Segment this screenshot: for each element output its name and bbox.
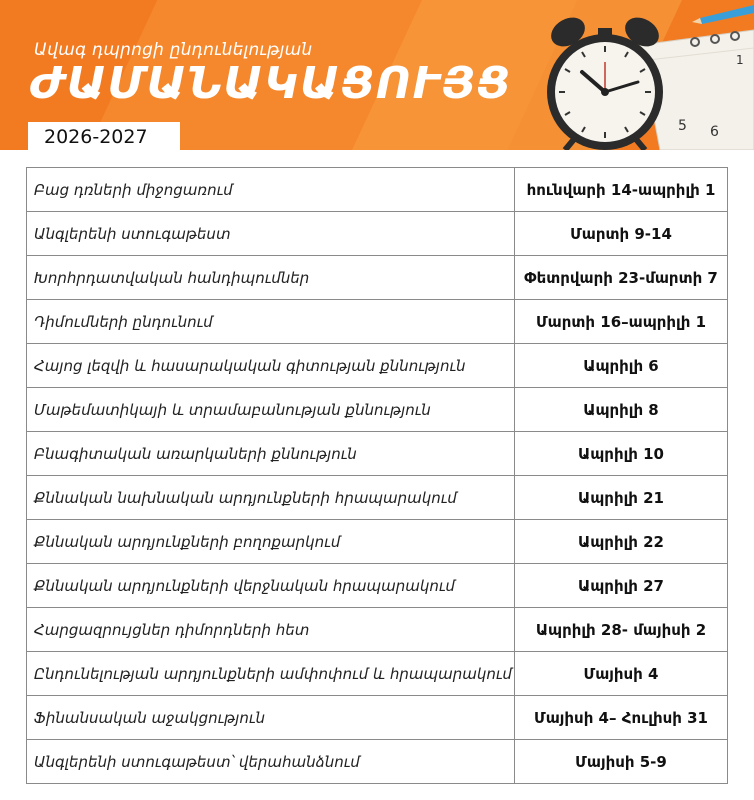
table-row bbox=[27, 520, 728, 564]
event-date: Ապրիլի 21 bbox=[515, 476, 728, 520]
event-date: Մայիսի 4 bbox=[515, 652, 728, 696]
calendar-digit: 5 bbox=[678, 118, 687, 134]
event-name: Հայոց լեզվի և հասարակական գիտության քննություն bbox=[27, 344, 515, 388]
event-date: Փետրվարի 23-մարտի 7 bbox=[515, 256, 728, 300]
schedule-table-body bbox=[27, 168, 728, 784]
event-name: Անգլերենի ստուգաթեստ bbox=[27, 212, 515, 256]
event-date: Ապրիլի 22 bbox=[515, 520, 728, 564]
event-name: Դիմումների ընդունում bbox=[27, 300, 515, 344]
pencil-icon bbox=[692, 5, 754, 24]
event-date: Ապրիլի 28- մայիսի 2 bbox=[515, 608, 728, 652]
table-row bbox=[27, 212, 728, 256]
event-name: Բաց դռների միջոցառում bbox=[27, 168, 515, 212]
table-row bbox=[27, 344, 728, 388]
event-date: Մարտի 9-14 bbox=[515, 212, 728, 256]
table-row bbox=[27, 652, 728, 696]
page-title: ԺԱՄԱՆԱԿԱՑՈՒՅՑ bbox=[30, 58, 512, 109]
event-date: Մայիսի 4– Հուլիսի 31 bbox=[515, 696, 728, 740]
table-row bbox=[27, 168, 728, 212]
table-row bbox=[27, 696, 728, 740]
event-name: Բնագիտական առարկաների քննություն bbox=[27, 432, 515, 476]
event-name: Հարցազրույցներ դիմորդների հետ bbox=[27, 608, 515, 652]
header-banner bbox=[0, 0, 754, 150]
calendar-digit: 1 bbox=[736, 53, 744, 67]
event-date: հունվարի 14-ապրիլի 1 bbox=[515, 168, 728, 212]
table-row bbox=[27, 432, 728, 476]
table-row bbox=[27, 388, 728, 432]
table-row bbox=[27, 608, 728, 652]
year-label: 2026-2027 bbox=[44, 126, 148, 148]
event-name: Մաթեմատիկայի և տրամաբանության քննություն bbox=[27, 388, 515, 432]
schedule-table bbox=[26, 167, 728, 784]
table-row bbox=[27, 564, 728, 608]
event-name: Ֆինանսական աջակցություն bbox=[27, 696, 515, 740]
calendar-digit: 6 bbox=[710, 124, 719, 140]
event-name: Անգլերենի ստուգաթեստ՝ վերահանձնում bbox=[27, 740, 515, 784]
event-name: Ընդունելության արդյունքների ամփոփում և հրապարակում bbox=[27, 652, 515, 696]
year-badge bbox=[28, 122, 180, 150]
event-date: Մարտի 16–ապրիլի 1 bbox=[515, 300, 728, 344]
event-date: Մայիսի 5-9 bbox=[515, 740, 728, 784]
event-name: Խորհրդատվական հանդիպումներ bbox=[27, 256, 515, 300]
table-row bbox=[27, 300, 728, 344]
clock-calendar-illustration bbox=[520, 0, 754, 150]
event-date: Ապրիլի 27 bbox=[515, 564, 728, 608]
table-row bbox=[27, 256, 728, 300]
event-date: Ապրիլի 6 bbox=[515, 344, 728, 388]
event-date: Ապրիլի 10 bbox=[515, 432, 728, 476]
alarm-clock-icon bbox=[546, 12, 664, 150]
header-subtitle: Ավագ դպրոցի ընդունելության bbox=[34, 40, 313, 60]
schedule-table-container bbox=[26, 167, 728, 784]
table-row bbox=[27, 476, 728, 520]
table-row bbox=[27, 740, 728, 784]
event-name: Քննական նախնական արդյունքների հրապարակում bbox=[27, 476, 515, 520]
event-name: Քննական արդյունքների վերջնական հրապարակում bbox=[27, 564, 515, 608]
event-date: Ապրիլի 8 bbox=[515, 388, 728, 432]
event-name: Քննական արդյունքների բողոքարկում bbox=[27, 520, 515, 564]
